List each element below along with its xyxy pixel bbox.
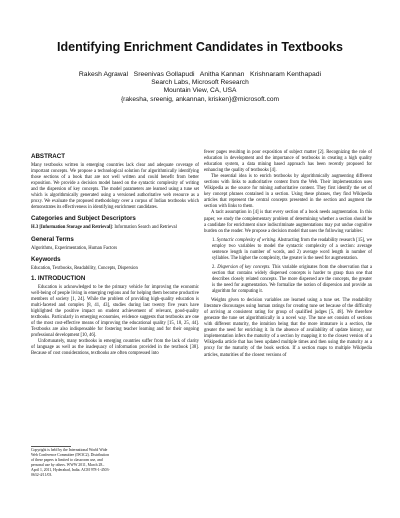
intro-heading: 1. INTRODUCTION bbox=[31, 274, 86, 282]
list-item bbox=[212, 265, 372, 295]
abstract-heading: ABSTRACT bbox=[31, 153, 66, 160]
terms-heading: General Terms bbox=[31, 235, 74, 243]
author-email: {rakesha, sreenig, ankannan, krisken}@microsoft.com bbox=[120, 95, 280, 103]
terms-text: Algorithms, Experimentation, Human Factors bbox=[31, 245, 118, 251]
author-names: Rakesh Agrawal Sreenivas Gollapudi Anitha Kannan Krishnaram Kenthapadi bbox=[78, 71, 322, 78]
intro-paragraph-2: Unfortunately, many textbooks in emerging countries suffer from the lack of clarity of language as well as the inadequacy of information provided in the textbook [38]. Because of cost considerations, textbooks are often compressed into bbox=[31, 339, 199, 357]
right-paragraph-4: Weights given to decision variables are learned using a tune set. The readability literature discourages using human ratings for creating tune set because of the difficulty of arriving at consistent rating for group of qualified judges [5, 48]. We therefore generate the tune set algorithmically in a novel way. The tune set consists of sections with different maturity, the intuition being that the more immature is a section, the greater the need for enriching it. In the absence of availability of update history, our implementation infers the maturity of a section by mapping it to the closest version of a Wikipedia article that has been updated multiple times and then using the maturity as a proxy for the maturity of the book section. If a section maps to multiple Wikipedia articles, maturities of the closest versions of bbox=[204, 298, 372, 358]
decision-variables-list bbox=[204, 238, 372, 295]
keywords-heading: Keywords bbox=[31, 255, 61, 263]
list-item bbox=[212, 238, 372, 262]
intro-paragraph-1: Education is acknowledged to be the primary vehicle for improving the economic well-being of people living in emerging regions and for helping them become productive members of society [1, 24]. While the problem of providing high-quality education is multi-faceted and complex [8, 41, 43], studies during last twenty five years have highlighted the positive impact on student achievement of relevant, good-quality textbooks. Particularly in emerging economies, evidence suggests that textbooks are one of the most cost-effective means of improving the educational quality [15, 18, 25, 44]. Textbooks are also indispensable for fostering teacher learning and for their ongoing professional development [10, 46]. bbox=[31, 284, 199, 339]
author-org: Search Labs, Microsoft Research bbox=[151, 79, 249, 87]
list-item-number: 1. bbox=[212, 237, 216, 243]
keywords-text: Education, Textbooks, Readability, Concepts, Dispersion bbox=[31, 265, 138, 271]
categories-text bbox=[31, 225, 199, 231]
footnote-rule bbox=[31, 446, 71, 447]
author-block bbox=[0, 71, 400, 104]
right-paragraph-1: fewer pages resulting in poor exposition of subject matter [2]. Recognizing the role of education in development and the importance of textbooks in creating a high quality education system, a data mining based approach has been recently proposed for enhancing the quality of textbooks [4]. bbox=[204, 150, 372, 174]
paper-title: Identifying Enrichment Candidates in Textbooks bbox=[57, 40, 343, 54]
copyright-notice: Copyright is held by the International World Wide Web Conference Committee (IW3C2). Distribution of these papers is limited to classroom use, and personal use by others. WWW 2011, March 28–April 1, 2011, Hyderabad, India. ACM 978-1-4503-0632-4/11/03. bbox=[31, 448, 110, 477]
author-location: Mountain View, CA, USA bbox=[163, 87, 237, 95]
list-item-text: This variable originates from the observation that a section that contains widely dispersed concepts is harder to grasp than one that describes closely related concepts. The more dispersed are the concepts, the greater is the need for augmentation. We formalize the notion of dispersion and provide an algorithm for computing it. bbox=[212, 264, 372, 295]
list-item-title: Dispersion of key concepts. bbox=[217, 264, 271, 270]
right-paragraph-2: The essential idea is to enrich textbooks by algorithmically augmenting different sections with links to authoritative content from the Web. Their implementation uses Wikipedia as the source for mining authoritative content. They first identify the set of key concept phrases contained in a section. Using these phrases, they find Wikipedia articles that represent the central concepts presented in the section and augment the section with links to them. bbox=[204, 174, 372, 210]
left-column bbox=[31, 150, 199, 357]
abstract-text: Many textbooks written in emerging countries lack clear and adequate coverage of important concepts. We propose a technological solution for algorithmically identifying those sections of a book that are not well written and could benefit from better exposition. We provide a decision model based on the syntactic complexity of writing and the dispersion of key concepts. The model parameters are learned using a tune set which is algorithmically generated using a versioned authoritative web resource as a proxy. We evaluate the proposed methodology over a corpus of Indian textbooks which demonstrates its effectiveness in identifying enrichment candidates. bbox=[31, 163, 199, 211]
categories-rest: : Information Search and Retrieval bbox=[111, 225, 177, 231]
categories-bold: H.3 [Information Storage and Retrieval] bbox=[31, 225, 112, 231]
list-item-title: Syntactic complexity of writing. bbox=[216, 237, 277, 243]
list-item-number: 2. bbox=[212, 264, 216, 270]
right-column bbox=[204, 150, 372, 359]
list-item-text: Abstracting from the readability research [15], we employ two variables to model the syntactic complexity of a section: average sentence length in number of words, and 2) average word length in number of syllables. The higher the complexity, the greater is the need for augmentation. bbox=[212, 237, 372, 261]
right-paragraph-3: A tacit assumption in [4] is that every section of a book needs augmentation. In this paper, we study the complementary problem of determining whether a section should be a candidate for enrichment since indiscriminate augmentations may put undue cognitive burden on the reader. We propose a decision model that uses the following variables: bbox=[204, 210, 372, 234]
categories-heading: Categories and Subject Descriptors bbox=[31, 215, 136, 223]
